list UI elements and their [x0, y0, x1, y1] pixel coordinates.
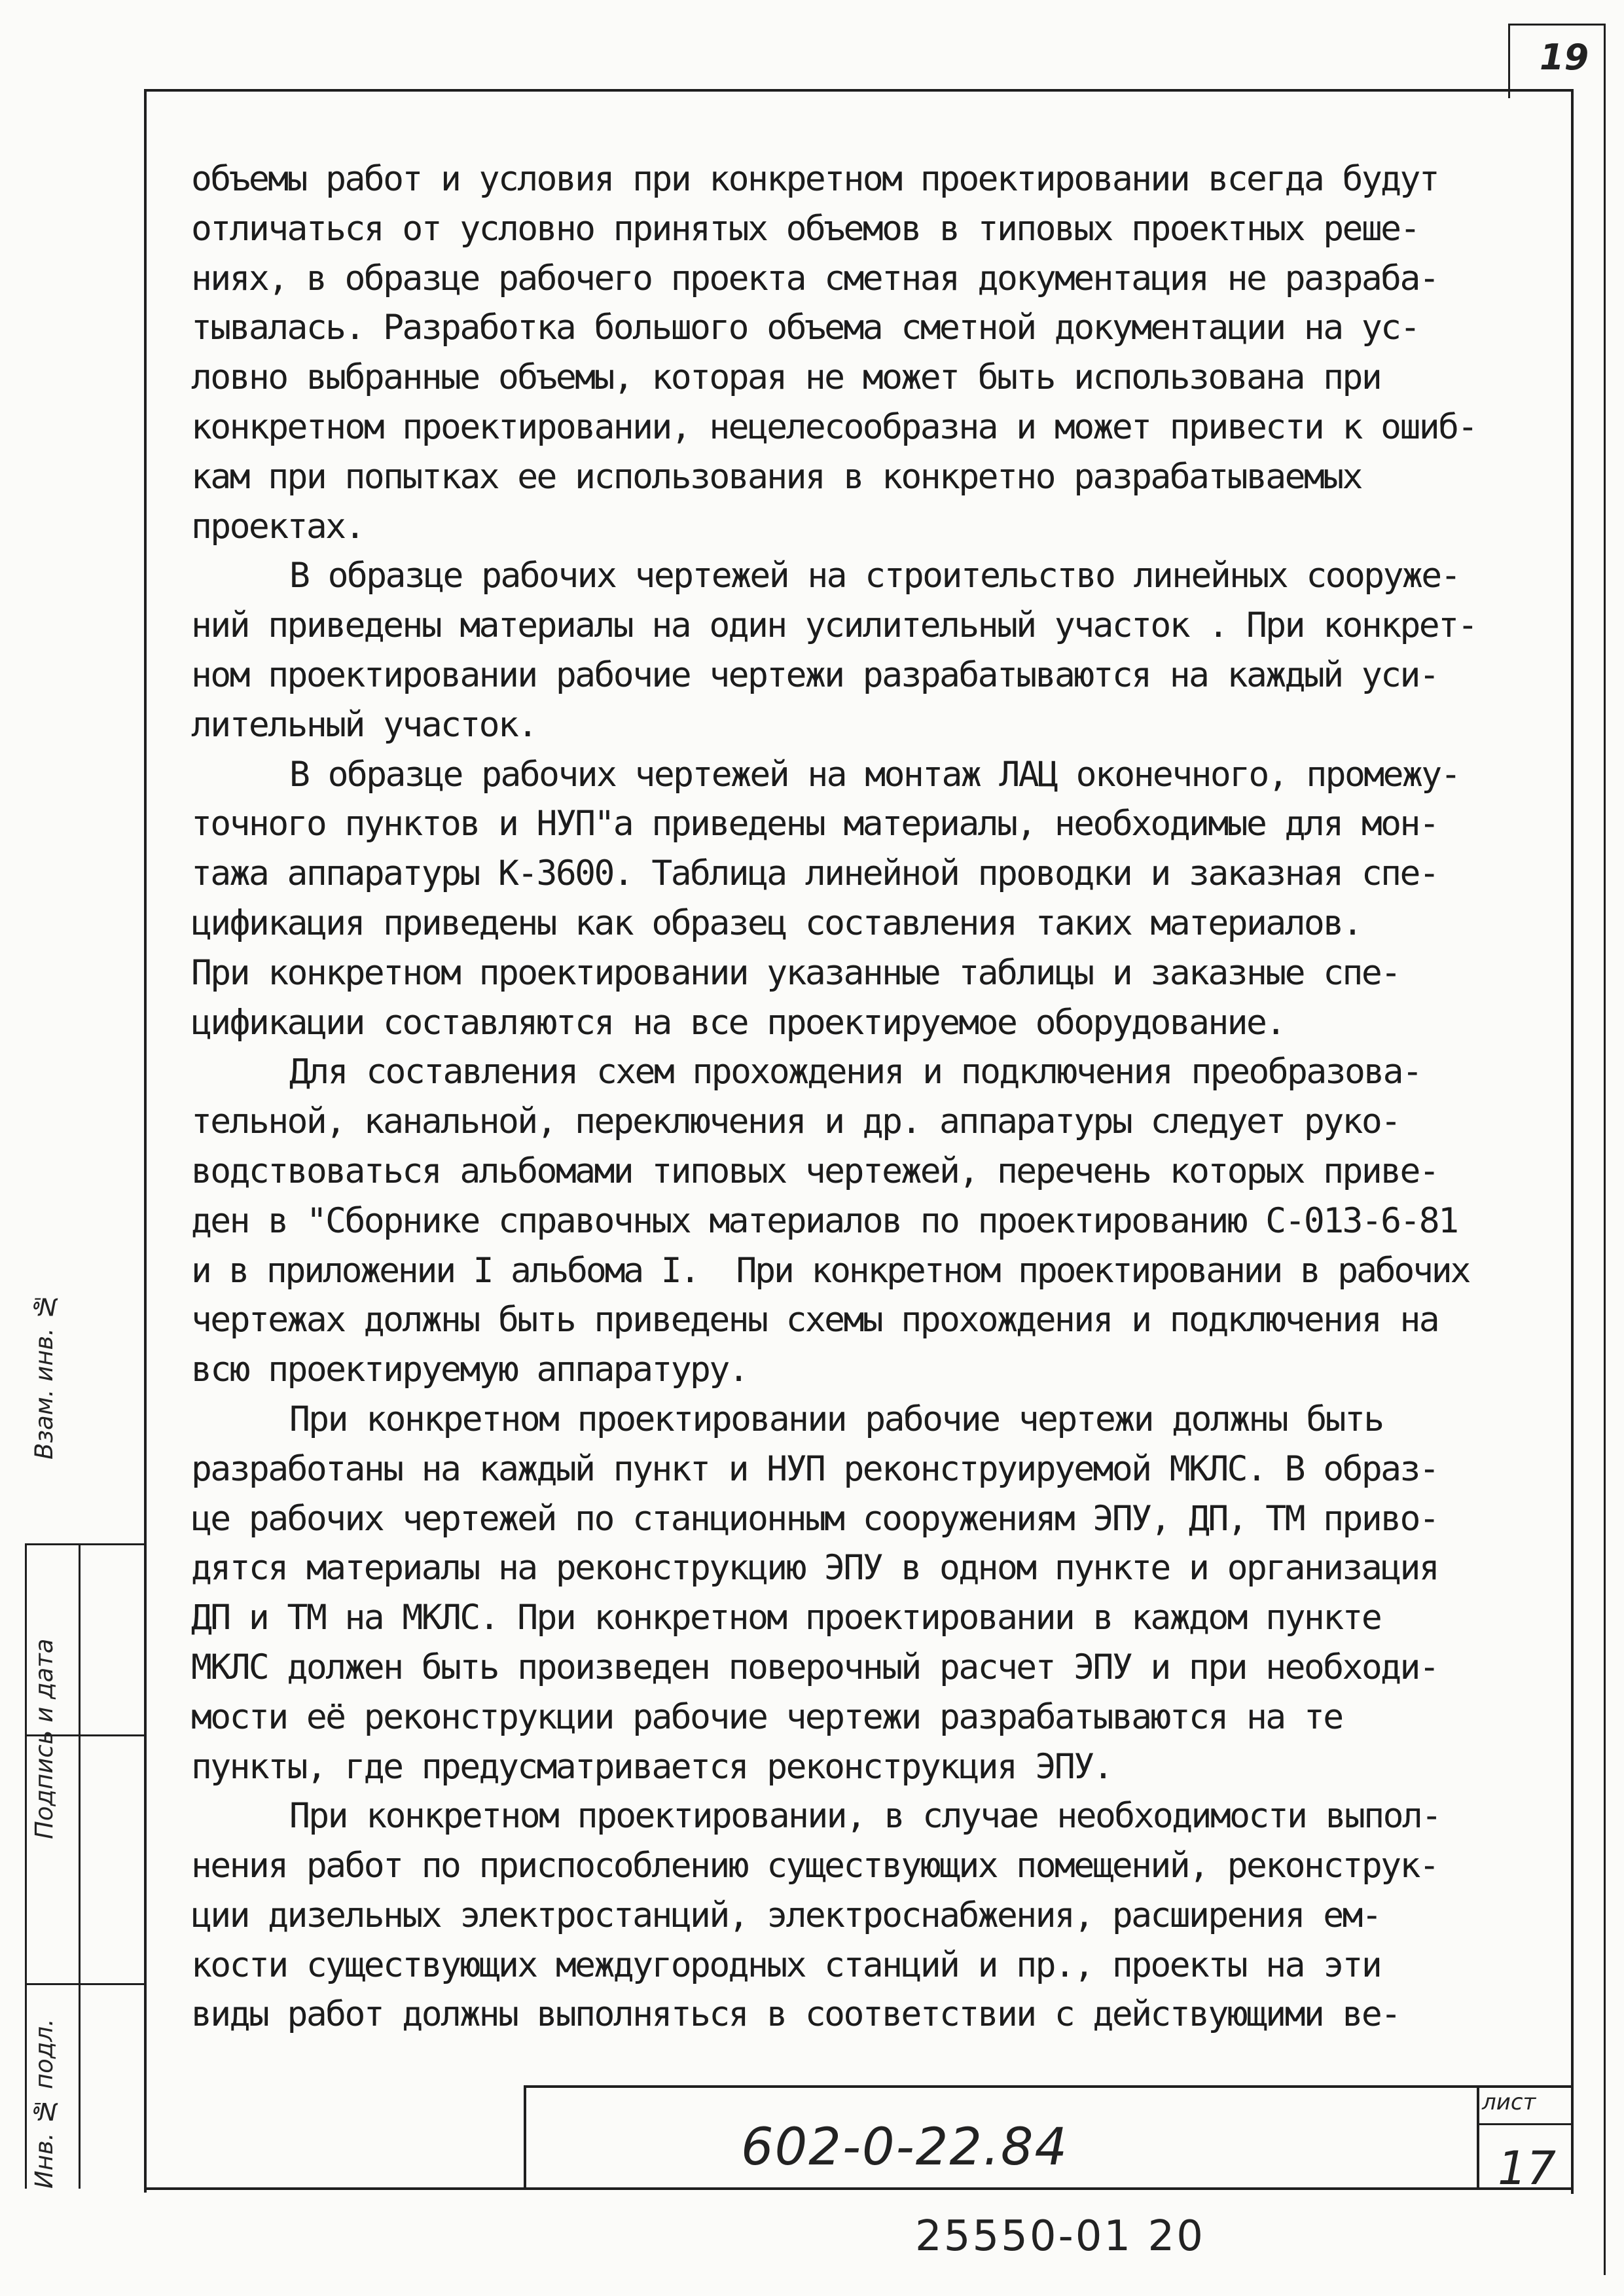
text-line: ден в "Сборнике справочных материалов по проектированию С-013-6-81	[191, 1200, 1458, 1241]
text-line: дятся материалы на реконструкцию ЭПУ в одном пункте и организация	[191, 1548, 1439, 1588]
text-line: нения работ по приспособлению существующих помещений, реконструк-	[191, 1846, 1439, 1886]
sheet-number: 17	[1498, 2142, 1557, 2195]
text-line: МКЛС должен быть произведен поверочный расчет ЭПУ и при необходи-	[191, 1647, 1439, 1687]
text-line: це рабочих чертежей по станционным сооружениям ЭПУ, ДП, ТМ приво-	[191, 1498, 1439, 1539]
text-line: тельной, канальной, переключения и др. аппаратуры следует руко-	[191, 1102, 1400, 1142]
side-strip	[25, 1292, 88, 2189]
text-line: ний приведены материалы на один усилительный участок . При конкрет-	[191, 605, 1477, 646]
text-line: отличаться от условно принятых объемов в типовых проектных реше-	[191, 208, 1419, 249]
text-line: конкретном проектировании, нецелесообразна и может привести к ошиб-	[191, 406, 1477, 447]
page-number-box-top	[1508, 24, 1605, 26]
text-line: чертежах должны быть приведены схемы прохождения и подключения на	[191, 1300, 1439, 1340]
text-line: всю проектируемую аппаратуру.	[191, 1350, 748, 1390]
text-line: разработаны на каждый пункт и НУП реконструируемой МКЛС. В образ-	[191, 1448, 1439, 1489]
side-label-inventory: Инв. № подл.	[30, 2018, 58, 2189]
text-line: При конкретном проектировании указанные таблицы и заказные спе-	[191, 952, 1400, 993]
side-label-signature-date: Подпись и дата	[30, 1638, 58, 1840]
text-line: и в приложении I альбома I. При конкретном проектировании в рабочих	[191, 1250, 1470, 1291]
title-block-top-line	[524, 2085, 1574, 2088]
text-line: мости её реконструкции рабочие чертежи разрабатываются на те	[191, 1696, 1343, 1737]
sheet-box-middle-line	[1477, 2123, 1574, 2125]
text-line: В образце рабочих чертежей на строительство линейных сооруже-	[289, 556, 1460, 596]
title-block-left-line	[524, 2085, 526, 2190]
side-label-replacement: Взам. инв. №	[30, 1292, 58, 1460]
text-line: ДП и ТМ на МКЛС. При конкретном проектировании в каждом пункте	[191, 1598, 1381, 1638]
document-code: 602-0-22.84	[741, 2118, 1069, 2177]
sheet-box-left-line	[1477, 2085, 1479, 2190]
text-line: цификация приведены как образец составления таких материалов.	[191, 903, 1362, 943]
text-line: ции дизельных электростанций, электроснабжения, расширения ем-	[191, 1895, 1381, 1935]
text-line: виды работ должны выполняться в соответствии с действующими ве-	[191, 1994, 1400, 2035]
page-number-box-left	[1508, 24, 1510, 98]
document-body	[191, 154, 1533, 2039]
text-line: точного пунктов и НУП"а приведены материалы, необходимые для мон-	[191, 804, 1439, 844]
page-number: 19	[1540, 37, 1589, 78]
text-line: В образце рабочих чертежей на монтаж ЛАЦ оконечного, промежу-	[289, 754, 1460, 795]
text-line: кости существующих междугородных станций и пр., проекты на эти	[191, 1945, 1381, 1985]
text-line: лительный участок.	[191, 704, 537, 745]
text-line: ловно выбранные объемы, которая не может быть использована при	[191, 357, 1381, 398]
sheet-label: лист	[1482, 2089, 1536, 2115]
text-line: При конкретном проектировании, в случае необходимости выпол-	[289, 1796, 1441, 1837]
side-strip-labels	[30, 1292, 65, 2189]
text-line: Для составления схем прохождения и подключения преобразова-	[289, 1052, 1422, 1092]
text-line: При конкретном проектировании рабочие чертежи должны быть	[289, 1399, 1383, 1439]
text-line: кам при попытках ее использования в конкретно разрабатываемых	[191, 456, 1362, 497]
page-number-box-right	[1604, 24, 1606, 2275]
text-line: объемы работ и условия при конкретном проектировании всегда будут	[191, 159, 1439, 199]
left-frame-line	[144, 89, 147, 2193]
top-frame-line	[144, 89, 1574, 92]
text-line: пункты, где предусматривается реконструкция ЭПУ.	[191, 1746, 1112, 1787]
right-frame-line	[1571, 90, 1574, 2194]
text-line: тажа аппаратуры К-3600. Таблица линейной проводки и заказная спе-	[191, 853, 1439, 894]
text-line: ниях, в образце рабочего проекта сметная документация не разраба-	[191, 258, 1439, 298]
text-line: проектах.	[191, 506, 364, 547]
text-line: водствоваться альбомами типовых чертежей, перечень которых приве-	[191, 1151, 1439, 1191]
text-line: ном проектировании рабочие чертежи разрабатываются на каждый уси-	[191, 655, 1439, 695]
text-line: цификации составляются на все проектируемое оборудование.	[191, 1002, 1285, 1043]
bottom-frame-line	[144, 2187, 1574, 2190]
footer-code: 25550-01 20	[915, 2212, 1205, 2261]
text-line: тывалась. Разработка большого объема сметной документации на ус-	[191, 308, 1419, 348]
